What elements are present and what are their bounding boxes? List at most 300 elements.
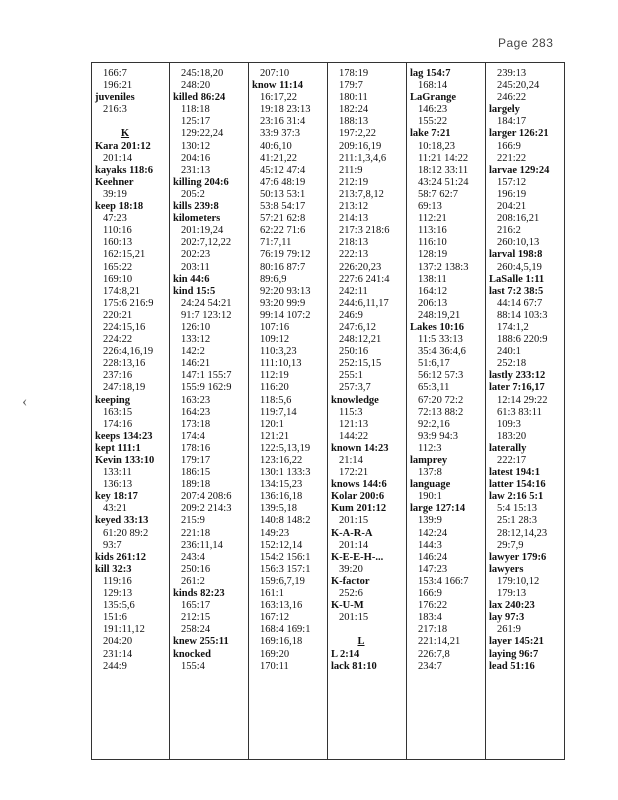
index-term: lead 51:16 xyxy=(489,660,535,672)
index-locator: 5:4 15:13 xyxy=(497,503,537,515)
index-locator: 222:13 xyxy=(339,249,369,261)
page-number: Page 283 xyxy=(498,36,554,50)
index-locator: 252:18 xyxy=(497,358,527,370)
index-term: laterally xyxy=(489,442,527,454)
index-locator: 47:6 48:19 xyxy=(260,176,306,188)
index-locator: 190:1 xyxy=(418,491,442,503)
index-term: keep 18:18 xyxy=(95,201,144,213)
index-locator: 167:12 xyxy=(260,612,290,624)
index-term: K-A-R-A xyxy=(331,527,373,539)
index-locator: 118:5,6 xyxy=(260,394,292,406)
index-locator: 109:3 xyxy=(497,418,521,430)
index-locator: 201:19,24 xyxy=(181,225,224,237)
index-locator: 147:1 155:7 xyxy=(181,370,232,382)
index-locator: 226:4,16,19 xyxy=(103,346,154,358)
index-locator: 204:20 xyxy=(103,636,133,648)
index-locator: 112:19 xyxy=(260,370,289,382)
index-term: killed 86:24 xyxy=(173,92,226,104)
index-locator: 196:21 xyxy=(103,80,133,92)
index-locator: 125:17 xyxy=(181,116,211,128)
index-term: laying 96:7 xyxy=(489,648,539,660)
index-term: LaGrange xyxy=(410,92,457,104)
index-locator: 146:23 xyxy=(418,104,448,116)
index-term: juveniles xyxy=(95,92,135,104)
index-locator: 133:12 xyxy=(181,334,211,346)
index-locator: 112:21 xyxy=(418,213,447,225)
index-term: lamprey xyxy=(410,455,448,466)
index-locator: 215:9 xyxy=(181,515,205,527)
index-term: K-U-M xyxy=(331,600,364,612)
index-locator: 24:24 54:21 xyxy=(181,297,232,309)
index-locator: 39:19 xyxy=(103,188,127,200)
index-locator: 180:11 xyxy=(339,92,368,104)
index-locator: 175:6 216:9 xyxy=(103,297,154,309)
index-term: lake 7:21 xyxy=(410,128,451,140)
column-divider xyxy=(485,62,486,760)
index-locator: 61:3 83:11 xyxy=(497,406,542,418)
index-locator: 19:18 23:13 xyxy=(260,104,311,116)
index-locator: 166:7 xyxy=(103,68,127,79)
index-locator: 88:14 103:3 xyxy=(497,309,548,321)
index-term: Kolar 200:6 xyxy=(331,491,385,503)
index-locator: 196:19 xyxy=(497,188,527,200)
index-locator: 216:2 xyxy=(497,225,521,237)
index-locator: 29:7,9 xyxy=(497,539,524,551)
index-term: kills 239:8 xyxy=(173,201,219,213)
index-locator: 239:13 xyxy=(497,68,527,79)
index-locator: 142:24 xyxy=(418,527,448,539)
index-term: larval 198:8 xyxy=(489,249,543,261)
index-column-2 xyxy=(173,68,231,673)
index-locator: 261:9 xyxy=(497,624,521,636)
index-locator: 202:7,12,22 xyxy=(181,237,232,249)
index-locator: 165:22 xyxy=(103,261,133,273)
index-locator: 183:20 xyxy=(497,430,527,442)
index-locator: 245:20,24 xyxy=(497,80,540,92)
index-locator: 43:21 xyxy=(103,503,127,515)
index-term: layer 145:21 xyxy=(489,636,544,648)
index-locator: 260:10,13 xyxy=(497,237,540,249)
index-term: kin 44:6 xyxy=(173,273,210,285)
index-term: keeps 134:23 xyxy=(95,430,153,442)
index-term: latest 194:1 xyxy=(489,467,541,479)
index-locator: 260:4,5,19 xyxy=(497,261,542,273)
index-locator: 122:5,13,19 xyxy=(260,442,311,454)
index-locator: 115:3 xyxy=(339,406,363,418)
index-term: law 2:16 5:1 xyxy=(489,491,544,503)
index-locator: 168:4 169:1 xyxy=(260,624,311,636)
index-term: kayaks 118:6 xyxy=(95,164,154,176)
index-locator: 207:10 xyxy=(260,68,290,79)
index-locator: 255:1 xyxy=(339,370,363,382)
index-locator: 258:24 xyxy=(181,624,211,636)
index-locator: 250:16 xyxy=(181,563,211,575)
index-locator: 142:2 xyxy=(181,346,205,358)
index-term: lay 97:3 xyxy=(489,612,525,624)
index-locator: 209:2 214:3 xyxy=(181,503,232,515)
index-locator: 51:6,17 xyxy=(418,358,450,370)
index-term: known 14:23 xyxy=(331,442,389,454)
index-locator: 201:15 xyxy=(339,612,369,624)
index-locator: 236:11,14 xyxy=(181,539,223,551)
index-locator: 211:9 xyxy=(339,164,363,176)
index-locator: 173:18 xyxy=(181,418,211,430)
index-locator: 50:13 53:1 xyxy=(260,188,306,200)
index-locator: 179:13 xyxy=(497,588,527,600)
index-locator: 248:12,21 xyxy=(339,334,382,346)
index-locator: 119:7,14 xyxy=(260,406,297,418)
index-locator: 61:20 89:2 xyxy=(103,527,149,539)
index-locator: 151:6 xyxy=(103,612,127,624)
index-locator: 218:13 xyxy=(339,237,369,249)
index-term: language xyxy=(410,479,451,491)
index-locator: 140:8 148:2 xyxy=(260,515,311,527)
index-locator: 57:21 62:8 xyxy=(260,213,306,225)
index-locator: 174:8,21 xyxy=(103,285,141,297)
index-locator: 244:9 xyxy=(103,660,127,672)
index-locator: 212:15 xyxy=(181,612,211,624)
index-locator: 221:18 xyxy=(181,527,211,539)
index-locator: 53:8 54:17 xyxy=(260,201,306,213)
index-locator: 92:20 93:13 xyxy=(260,285,311,297)
index-term: large 127:14 xyxy=(410,503,466,515)
blank-line xyxy=(331,624,391,636)
index-locator: 174:1,2 xyxy=(497,321,529,333)
blank-line xyxy=(95,116,155,128)
index-locator: 169:16,18 xyxy=(260,636,303,648)
index-locator: 111:10,13 xyxy=(260,358,302,370)
index-locator: 130:12 xyxy=(181,140,211,152)
index-locator: 204:16 xyxy=(181,152,211,164)
index-column-1 xyxy=(95,68,155,673)
index-locator: 133:11 xyxy=(103,467,132,479)
index-locator: 11:5 33:13 xyxy=(418,334,463,346)
index-locator: 120:1 xyxy=(260,418,284,430)
index-term: L 2:14 xyxy=(331,648,360,660)
index-locator: 146:21 xyxy=(181,358,211,370)
index-locator: 144:3 xyxy=(418,539,442,551)
index-locator: 216:3 xyxy=(103,104,127,116)
index-locator: 41:21,22 xyxy=(260,152,298,164)
index-locator: 157:12 xyxy=(497,176,527,188)
index-term: keeping xyxy=(95,394,131,406)
index-locator: 35:4 36:4,6 xyxy=(418,346,466,358)
index-locator: 130:1 133:3 xyxy=(260,467,311,479)
index-column-5 xyxy=(410,68,468,673)
index-locator: 165:17 xyxy=(181,600,211,612)
index-term: knows 144:6 xyxy=(331,479,387,491)
index-locator: 93:7 xyxy=(103,539,122,551)
index-term: kinds 82:23 xyxy=(173,588,225,600)
index-locator: 33:9 37:3 xyxy=(260,128,300,140)
index-locator: 201:14 xyxy=(339,539,369,551)
column-divider xyxy=(406,62,407,760)
index-locator: 93:9 94:3 xyxy=(418,430,458,442)
index-term: key 18:17 xyxy=(95,491,138,503)
index-locator: 154:2 156:1 xyxy=(260,551,311,563)
index-locator: 252:6 xyxy=(339,588,363,600)
index-locator: 149:23 xyxy=(260,527,290,539)
index-locator: 231:14 xyxy=(103,648,133,660)
index-locator: 179:10,12 xyxy=(497,575,540,587)
index-locator: 153:4 166:7 xyxy=(418,575,469,587)
index-term: larger 126:21 xyxy=(489,128,549,140)
index-locator: 189:18 xyxy=(181,479,211,491)
index-locator: 163:13,16 xyxy=(260,600,303,612)
index-locator: 161:1 xyxy=(260,588,284,600)
index-locator: 186:15 xyxy=(181,467,211,479)
index-locator: 72:13 88:2 xyxy=(418,406,464,418)
index-term: LaSalle 1:11 xyxy=(489,273,545,285)
index-locator: 118:18 xyxy=(181,104,210,116)
index-term: killing 204:6 xyxy=(173,176,229,188)
index-term: kept 111:1 xyxy=(95,442,141,454)
index-locator: 176:22 xyxy=(418,600,448,612)
index-locator: 137:8 xyxy=(418,467,442,479)
index-term: kids 261:12 xyxy=(95,551,147,563)
index-locator: 206:13 xyxy=(418,297,448,309)
index-locator: 191:11,12 xyxy=(103,624,145,636)
index-locator: 228:13,16 xyxy=(103,358,146,370)
index-term: Lakes 10:16 xyxy=(410,321,464,333)
column-divider xyxy=(169,62,170,760)
index-locator: 170:11 xyxy=(260,660,289,672)
index-locator: 47:23 xyxy=(103,213,127,225)
index-term: knew 255:11 xyxy=(173,636,229,648)
index-locator: 224:15,16 xyxy=(103,321,146,333)
index-term: largely xyxy=(489,104,520,116)
index-locator: 160:13 xyxy=(103,237,133,249)
index-term: last 7:2 38:5 xyxy=(489,285,544,297)
index-locator: 40:6,10 xyxy=(260,140,292,152)
index-locator: 221:14,21 xyxy=(418,636,461,648)
index-locator: 123:16,22 xyxy=(260,455,303,466)
index-term: lag 154:7 xyxy=(410,68,451,79)
index-locator: 144:22 xyxy=(339,430,369,442)
index-locator: 166:9 xyxy=(497,140,521,152)
index-locator: 179:17 xyxy=(181,455,211,466)
index-locator: 240:1 xyxy=(497,346,521,358)
index-term: Kara 201:12 xyxy=(95,140,151,152)
index-locator: 188:6 220:9 xyxy=(497,334,548,346)
index-locator: 69:13 xyxy=(418,201,442,213)
index-locator: 169:20 xyxy=(260,648,290,660)
index-column-6 xyxy=(489,68,549,673)
index-locator: 211:1,3,4,6 xyxy=(339,152,387,164)
index-locator: 197:2,22 xyxy=(339,128,377,140)
index-column-4 xyxy=(331,68,391,673)
index-locator: 43:24 51:24 xyxy=(418,176,469,188)
index-locator: 168:14 xyxy=(418,80,448,92)
index-locator: 128:19 xyxy=(418,249,448,261)
index-term: K-E-E-H-... xyxy=(331,551,384,563)
index-locator: 116:10 xyxy=(418,237,447,249)
index-locator: 217:18 xyxy=(418,624,448,636)
index-locator: 110:16 xyxy=(103,225,132,237)
index-locator: 76:19 79:12 xyxy=(260,249,311,261)
index-locator: 129:13 xyxy=(103,588,133,600)
index-term: lawyers xyxy=(489,563,524,575)
index-term: kilometers xyxy=(173,213,221,225)
index-locator: 134:15,23 xyxy=(260,479,303,491)
index-term: later 7:16,17 xyxy=(489,382,545,394)
index-locator: 174:16 xyxy=(103,418,133,430)
column-divider xyxy=(327,62,328,760)
index-term: Kum 201:12 xyxy=(331,503,387,515)
index-locator: 172:21 xyxy=(339,467,369,479)
index-locator: 23:16 31:4 xyxy=(260,116,306,128)
index-locator: 110:3,23 xyxy=(260,346,297,358)
index-locator: 25:1 28:3 xyxy=(497,515,537,527)
index-locator: 159:6,7,19 xyxy=(260,575,305,587)
index-locator: 152:12,14 xyxy=(260,539,303,551)
index-locator: 201:14 xyxy=(103,152,133,164)
index-locator: 202:23 xyxy=(181,249,211,261)
index-locator: 184:17 xyxy=(497,116,527,128)
index-locator: 147:23 xyxy=(418,563,448,575)
index-locator: 80:16 87:7 xyxy=(260,261,306,273)
index-locator: 44:14 67:7 xyxy=(497,297,543,309)
index-locator: 250:16 xyxy=(339,346,369,358)
index-term: know 11:14 xyxy=(252,80,304,92)
index-locator: 129:22,24 xyxy=(181,128,224,140)
index-locator: 45:12 47:4 xyxy=(260,164,306,176)
index-locator: 203:11 xyxy=(181,261,210,273)
index-locator: 245:18,20 xyxy=(181,68,224,79)
index-column-3 xyxy=(252,68,310,673)
index-term: Kevin 133:10 xyxy=(95,455,155,466)
index-locator: 65:3,11 xyxy=(418,382,450,394)
index-locator: 246:22 xyxy=(497,92,527,104)
index-locator: 136:16,18 xyxy=(260,491,303,503)
index-locator: 247:6,12 xyxy=(339,321,377,333)
index-locator: 178:19 xyxy=(339,68,369,79)
index-locator: 107:16 xyxy=(260,321,290,333)
index-term: K-factor xyxy=(331,575,370,587)
index-locator: 237:16 xyxy=(103,370,133,382)
index-locator: 169:10 xyxy=(103,273,133,285)
index-locator: 12:14 29:22 xyxy=(497,394,548,406)
index-locator: 205:2 xyxy=(181,188,205,200)
index-locator: 155:9 162:9 xyxy=(181,382,232,394)
index-locator: 164:12 xyxy=(418,285,448,297)
index-locator: 213:7,8,12 xyxy=(339,188,384,200)
index-locator: 246:9 xyxy=(339,309,363,321)
index-locator: 243:4 xyxy=(181,551,205,563)
index-locator: 248:19,21 xyxy=(418,309,461,321)
index-term: larvae 129:24 xyxy=(489,164,550,176)
index-locator: 234:7 xyxy=(418,660,442,672)
index-locator: 93:20 99:9 xyxy=(260,297,306,309)
index-locator: 201:15 xyxy=(339,515,369,527)
index-locator: 11:21 14:22 xyxy=(418,152,469,164)
index-term: lastly 233:12 xyxy=(489,370,546,382)
index-locator: 204:21 xyxy=(497,201,527,213)
index-locator: 214:13 xyxy=(339,213,369,225)
index-locator: 58:7 62:7 xyxy=(418,188,458,200)
index-locator: 231:13 xyxy=(181,164,211,176)
index-locator: 137:2 138:3 xyxy=(418,261,469,273)
index-locator: 121:13 xyxy=(339,418,369,430)
index-term: Keehner xyxy=(95,176,134,188)
index-locator: 136:13 xyxy=(103,479,133,491)
index-locator: 222:17 xyxy=(497,455,527,466)
index-locator: 39:20 xyxy=(339,563,363,575)
index-locator: 99:14 107:2 xyxy=(260,309,311,321)
index-locator: 155:4 xyxy=(181,660,205,672)
index-locator: 221:22 xyxy=(497,152,527,164)
index-locator: 112:3 xyxy=(418,442,442,454)
index-term: lax 240:23 xyxy=(489,600,535,612)
index-locator: 224:22 xyxy=(103,334,133,346)
index-locator: 116:20 xyxy=(260,382,289,394)
margin-mark: ‹ xyxy=(22,393,28,410)
index-locator: 261:2 xyxy=(181,575,205,587)
index-locator: 71:7,11 xyxy=(260,237,292,249)
index-locator: 174:4 xyxy=(181,430,205,442)
index-locator: 227:6 241:4 xyxy=(339,273,390,285)
index-locator: 226:20,23 xyxy=(339,261,382,273)
index-locator: 109:12 xyxy=(260,334,290,346)
index-locator: 212:19 xyxy=(339,176,369,188)
index-locator: 67:20 72:2 xyxy=(418,394,464,406)
index-locator: 91:7 123:12 xyxy=(181,309,232,321)
index-locator: 155:22 xyxy=(418,116,448,128)
index-locator: 113:16 xyxy=(418,225,447,237)
index-locator: 138:11 xyxy=(418,273,447,285)
index-term: keyed 33:13 xyxy=(95,515,149,527)
index-locator: 56:12 57:3 xyxy=(418,370,464,382)
index-term: lawyer 179:6 xyxy=(489,551,547,563)
index-term: lack 81:10 xyxy=(331,660,377,672)
index-locator: 207:4 208:6 xyxy=(181,491,232,503)
index-locator: 217:3 218:6 xyxy=(339,225,390,237)
index-locator: 119:16 xyxy=(103,575,132,587)
index-locator: 92:2,16 xyxy=(418,418,450,430)
index-locator: 247:18,19 xyxy=(103,382,146,394)
index-term: latter 154:16 xyxy=(489,479,546,491)
index-locator: 182:24 xyxy=(339,104,369,116)
index-locator: 18:12 33:11 xyxy=(418,164,469,176)
section-letter: L xyxy=(357,636,365,648)
index-term: kill 32:3 xyxy=(95,563,132,575)
index-locator: 62:22 71:6 xyxy=(260,225,306,237)
index-locator: 139:9 xyxy=(418,515,442,527)
index-locator: 135:5,6 xyxy=(103,600,135,612)
index-locator: 164:23 xyxy=(181,406,211,418)
index-locator: 188:13 xyxy=(339,116,369,128)
index-locator: 244:6,11,17 xyxy=(339,297,389,309)
index-locator: 257:3,7 xyxy=(339,382,371,394)
index-locator: 126:10 xyxy=(181,321,211,333)
index-locator: 252:15,15 xyxy=(339,358,382,370)
section-letter: K xyxy=(120,128,130,140)
index-locator: 163:23 xyxy=(181,394,211,406)
index-locator: 139:5,18 xyxy=(260,503,298,515)
index-term: knowledge xyxy=(331,394,379,406)
index-term: kind 15:5 xyxy=(173,285,216,297)
index-locator: 162:15,21 xyxy=(103,249,146,261)
index-locator: 179:7 xyxy=(339,80,363,92)
index-locator: 208:16,21 xyxy=(497,213,540,225)
index-locator: 183:4 xyxy=(418,612,442,624)
index-locator: 21:14 xyxy=(339,455,363,466)
index-locator: 163:15 xyxy=(103,406,133,418)
index-term: knocked xyxy=(173,648,211,660)
index-locator: 178:16 xyxy=(181,442,211,454)
index-locator: 213:12 xyxy=(339,201,369,213)
index-locator: 146:24 xyxy=(418,551,448,563)
